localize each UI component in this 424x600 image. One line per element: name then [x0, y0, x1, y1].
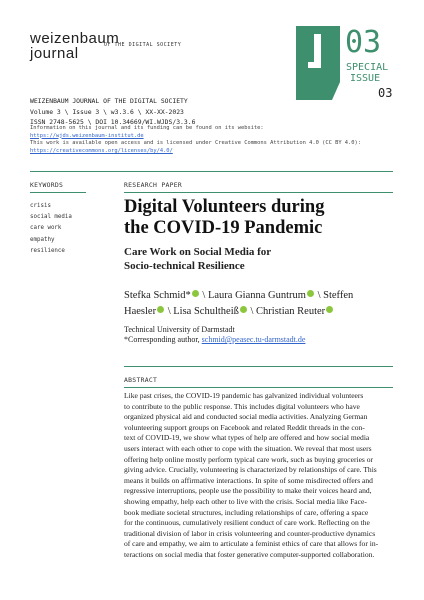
journal-website-link[interactable]: https://wjds.weizenbaum-institut.de	[30, 132, 144, 139]
paper-type: RESEARCH PAPER	[124, 181, 183, 189]
subtitle-line1: Care Work on Social Media for	[124, 246, 272, 258]
orcid-icon[interactable]	[157, 306, 164, 313]
keyword-item: social media	[30, 214, 72, 221]
notice-line2: This work is available open access and is licensed under Creative Commons Attribution 4.0 (CC BY 4.0):	[30, 140, 362, 147]
paper-title	[124, 197, 394, 239]
issue-number: 03	[378, 86, 393, 100]
author-name: \ Steffen	[314, 290, 354, 301]
title-line2: the COVID-19 Pandemic	[124, 218, 323, 238]
author-name: Haesler	[124, 306, 157, 317]
keyword-item: empathy	[30, 236, 55, 243]
abstract-line: means it builds on affirmative interactions. In spite of some misdirected offers and	[124, 475, 373, 485]
title-line1: Digital Volunteers during	[124, 197, 325, 217]
author-name: \ Christian Reuter	[247, 306, 326, 317]
badge-number: 03	[345, 26, 382, 60]
keyword-item: care work	[30, 225, 62, 232]
license-notice	[30, 125, 361, 155]
abstract-line: volunteering support groups on Facebook and related Reddit threads in the con-	[124, 422, 365, 432]
keywords-label: KEYWORDS	[30, 181, 64, 189]
abstract-line: giving advice. Crucially, volunteering is characterized by relationships of care. This	[124, 465, 377, 475]
keyword-item: resilience	[30, 247, 65, 254]
special-issue-label	[346, 62, 388, 84]
abstract-line: regressive interruptions, people use the possibility to make their voices heard and,	[124, 486, 372, 496]
abstract-line: to contribute to the public response. This includes digital volunteers who have	[124, 401, 360, 411]
journal-logo-subtitle: OF THE DIGITAL SOCIETY	[104, 42, 182, 48]
abstract-line: showing empathy, help each other to live with the crisis. Social media like Face-	[124, 496, 367, 506]
author-name: \ Laura Gianna Guntrum	[199, 290, 306, 301]
paper-subtitle	[124, 245, 394, 273]
divider-top	[30, 171, 393, 172]
abstract-text	[124, 391, 396, 561]
license-link[interactable]: https://creativecommons.org/licenses/by/4.0/	[30, 147, 173, 154]
journal-header-info	[30, 96, 195, 128]
corresponding-email-link[interactable]: schmid@peasec.tu-darmstadt.de	[201, 335, 306, 344]
issn-line: ISSN 2748-5625 \ DOI 10.34669/WI.WJDS/3.3.6	[30, 118, 196, 126]
affiliation: Technical University of Darmstadt	[124, 325, 235, 334]
corresponding-prefix: *Corresponding author,	[124, 335, 202, 344]
volume-line: Volume 3 \ Issue 3 \ w3.3.6 \ XX-XX-2023	[30, 107, 184, 116]
author-name: Stefka Schmid*	[124, 290, 191, 301]
divider-abstract-label	[124, 387, 393, 388]
keyword-item: crisis	[30, 203, 51, 209]
notice-line1: Information on this journal and its funding can be found on its website:	[30, 125, 264, 131]
special-label-line2: ISSUE	[350, 73, 381, 84]
journal-logo-line2: journal	[30, 45, 79, 62]
journal-name: WEIZENBAUM JOURNAL OF THE DIGITAL SOCIETY	[30, 97, 188, 105]
author-list	[124, 288, 404, 320]
abstract-line: Like past crises, the COVID-19 pandemic has galvanized individual volunteers	[124, 391, 364, 400]
abstract-line: of care and empathy, we aim to articulate a feminist ethics of care that allows for in-	[124, 539, 379, 549]
special-label-line1: SPECIAL	[346, 62, 389, 73]
divider-abstract-top	[124, 366, 393, 367]
orcid-icon[interactable]	[192, 290, 199, 297]
abstract-line: traditional division of labor in crisis volunteering and counter-productive dynamics	[124, 528, 376, 538]
orcid-icon[interactable]	[307, 290, 314, 297]
abstract-line: for the continuous, cumulatively resilient conduct of care work. Reflecting on the	[124, 518, 370, 528]
journal-logo-line1: weizenbaum	[30, 30, 120, 47]
orcid-icon[interactable]	[326, 306, 333, 313]
author-name: \ Lisa Schultheiß	[165, 306, 239, 317]
corresponding-author	[124, 335, 305, 344]
abstract-label: ABSTRACT	[124, 376, 158, 384]
abstract-line: teractions on social media that foster generative computer-supported collaboration.	[124, 549, 375, 559]
abstract-line: users interact with each other to cope with the situation. We reveal that most users	[124, 443, 372, 453]
orcid-icon[interactable]	[240, 306, 247, 313]
divider-keywords	[30, 192, 86, 193]
keywords-list	[30, 201, 72, 257]
abstract-line: organized physical aid and conducted social media activities. Analyzing German	[124, 412, 368, 422]
divider-paper-type	[124, 192, 393, 193]
subtitle-line2: Socio-technical Resilience	[124, 260, 245, 272]
abstract-line: book mediate societal structures, including relationships of care, offering a space	[124, 507, 369, 517]
abstract-line: offering help online mostly perform typical care work, such as buying groceries or	[124, 454, 374, 464]
abstract-line: text of COVID-19, we show what types of help are offered and how social media	[124, 433, 370, 443]
